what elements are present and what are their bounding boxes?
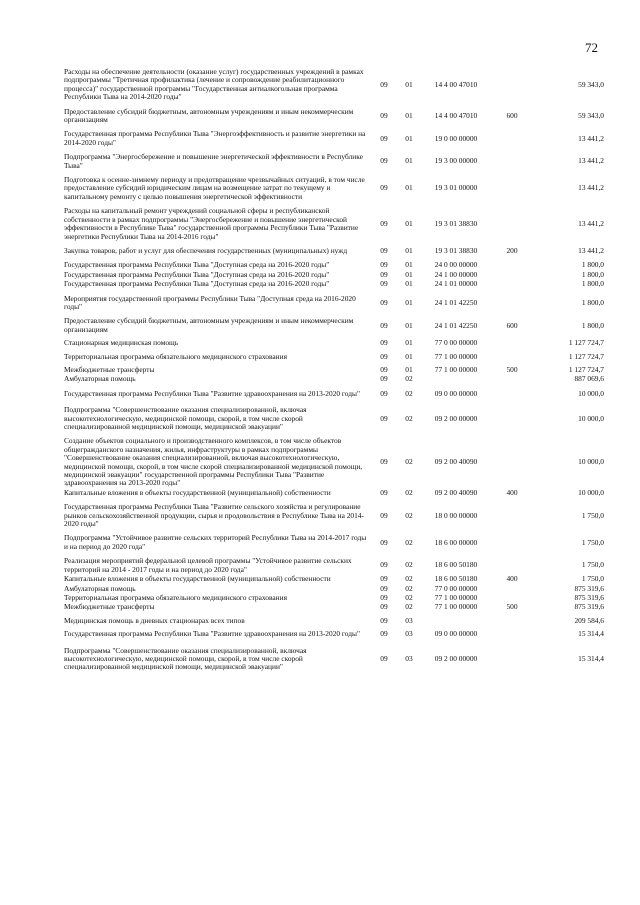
row-name: Медицинская помощь в дневных стационарах всех типов xyxy=(64,615,245,625)
table-row xyxy=(64,617,604,625)
row-name: Государственная программа Республики Тыва "Доступная среда на 2016-2020 годы" xyxy=(64,279,330,289)
row-target-article: 18 6 00 50180 xyxy=(434,560,478,570)
row-subsection: 01 xyxy=(405,260,413,270)
row-subsection: 02 xyxy=(405,374,413,384)
row-subsection: 02 xyxy=(405,487,413,497)
table-row xyxy=(64,247,604,255)
row-name: Подпрограмма "Совершенствование оказания специализированной, включая высокотехнологическую, медицинской помощи, скорой, в том числе скорой специализированной медицинской помощи, медицинской эвакуации" xyxy=(64,405,307,431)
row-amount: 1 127 724,7 xyxy=(568,364,604,374)
row-section: 09 xyxy=(380,388,388,398)
row-target-article: 24 1 01 42250 xyxy=(434,320,478,330)
row-section: 09 xyxy=(380,260,388,270)
row-amount: 10 000,0 xyxy=(578,487,604,497)
row-name: Межбюджетные трансферты xyxy=(64,364,155,374)
row-amount: 59 343,0 xyxy=(578,79,604,89)
table-row xyxy=(64,108,604,125)
row-subsection: 01 xyxy=(405,156,413,166)
row-name: Закупка товаров, работ и услуг для обеспечения государственных (муниципальных) нужд xyxy=(64,245,348,255)
row-amount: 209 584,6 xyxy=(574,615,604,625)
row-subsection: 02 xyxy=(405,602,413,612)
row-section: 09 xyxy=(380,279,388,289)
row-name: Государственная программа Республики Тыва "Развитие здравоохранения на 2013-2020 годы" xyxy=(64,388,361,398)
row-section: 09 xyxy=(380,245,388,255)
row-subsection: 02 xyxy=(405,583,413,593)
row-subsection: 02 xyxy=(405,388,413,398)
row-target-article: 09 2 00 00000 xyxy=(434,413,478,423)
row-name: Расходы на обеспечение деятельности (оказание услуг) государственных учреждений в рамках подпрограммы "Третичная профилактика (лечение и сопровождение реабилитационного процесса)" государственной программы "Государственная антиалкогольная программа Республики Тыва на 2014-2020 годы" xyxy=(64,67,364,102)
row-target-article: 14 4 00 47010 xyxy=(434,79,478,89)
row-name: Государственная программа Республики Тыва "Развитие здравоохранения на 2013-2020 годы" xyxy=(64,629,361,639)
row-section: 09 xyxy=(380,583,388,593)
table-row xyxy=(64,406,604,431)
row-amount: 1 750,0 xyxy=(581,574,604,584)
row-target-article: 24 1 01 00000 xyxy=(434,279,478,289)
row-amount: 10 000,0 xyxy=(578,388,604,398)
table-row xyxy=(64,575,604,583)
row-name: Предоставление субсидий бюджетным, автономным учреждениям и иным некоммерческим организациям xyxy=(64,316,354,334)
row-section: 09 xyxy=(380,537,388,547)
table-row xyxy=(64,489,604,497)
row-subsection: 01 xyxy=(405,297,413,307)
row-amount: 59 343,0 xyxy=(578,110,604,120)
row-section: 09 xyxy=(380,183,388,193)
table-row xyxy=(64,594,604,602)
row-amount: 1 800,0 xyxy=(581,297,604,307)
table-row xyxy=(64,603,604,611)
row-section: 09 xyxy=(380,374,388,384)
row-name: Государственная программа Республики Тыва "Доступная среда на 2016-2020 годы" xyxy=(64,269,330,279)
row-subsection: 01 xyxy=(405,110,413,120)
row-section: 09 xyxy=(380,602,388,612)
row-subsection: 02 xyxy=(405,560,413,570)
row-section: 09 xyxy=(380,133,388,143)
row-target-article: 77 1 00 00000 xyxy=(434,364,478,374)
table-row xyxy=(64,647,604,672)
row-name: Амбулаторная помощь xyxy=(64,583,136,593)
row-name: Государственная программа Республики Тыва "Энергоэффективность и развитие энергетики на 2014-2020 годы" xyxy=(64,129,366,147)
row-name: Мероприятия государственной программы Республики Тыва "Доступная среда на 2016-2020 годы" xyxy=(64,293,356,311)
row-section: 09 xyxy=(380,156,388,166)
row-expense-type: 500 xyxy=(506,602,518,612)
row-target-article: 24 1 01 42250 xyxy=(434,297,478,307)
row-section: 09 xyxy=(380,457,388,467)
table-row xyxy=(64,630,604,638)
row-subsection: 02 xyxy=(405,510,413,520)
row-name: Подпрограмма "Совершенствование оказания специализированной, включая высокотехнологическую, медицинской помощи, скорой, в том числе скорой специализированной медицинской помощи, медицинской эвакуации" xyxy=(64,645,307,672)
row-subsection: 03 xyxy=(405,629,413,639)
row-name: Государственная программа Республики Тыва "Доступная среда на 2016-2020 годы" xyxy=(64,260,330,270)
row-name: Создание объектов социального и производственного комплексов, в том числе объектов общегражданского назначения, жилья, инфраструктуры в рамках подпрограммы "Совершенствование оказания специализированной, включая высокотехнологическую, медицинской помощи, скорой, в том числе скорой специализированной медицинской помощи, медицинской эвакуации" государственной программы Республики Тыва "Развитие здравоохранения на 2013-2020 годы" xyxy=(64,436,363,488)
row-amount: 13 441,2 xyxy=(578,245,604,255)
row-amount: 15 314,4 xyxy=(578,629,604,639)
table-row xyxy=(64,339,604,347)
row-target-article: 09 2 00 00000 xyxy=(434,653,478,663)
row-name: Межбюджетные трансферты xyxy=(64,602,155,612)
row-expense-type: 500 xyxy=(506,364,518,374)
row-subsection: 01 xyxy=(405,133,413,143)
row-expense-type: 400 xyxy=(506,487,518,497)
row-name: Амбулаторная помощь xyxy=(64,374,136,384)
row-name: Капитальные вложения в объекты государственной (муниципальной) собственности xyxy=(64,574,331,584)
table-row xyxy=(64,295,604,312)
budget-table xyxy=(64,68,604,672)
row-section: 09 xyxy=(380,351,388,361)
table-row xyxy=(64,130,604,147)
row-amount: 1 800,0 xyxy=(581,260,604,270)
row-section: 09 xyxy=(380,615,388,625)
row-target-article: 19 0 00 00000 xyxy=(434,133,478,143)
row-amount: 13 441,2 xyxy=(578,218,604,228)
row-subsection: 03 xyxy=(405,615,413,625)
table-row xyxy=(64,390,604,398)
row-subsection: 01 xyxy=(405,218,413,228)
row-section: 09 xyxy=(380,560,388,570)
row-target-article: 77 0 00 00000 xyxy=(434,338,478,348)
row-target-article: 19 3 01 38830 xyxy=(434,245,478,255)
row-subsection: 01 xyxy=(405,183,413,193)
row-expense-type: 600 xyxy=(506,110,518,120)
table-row xyxy=(64,366,604,374)
row-amount: 10 000,0 xyxy=(578,413,604,423)
row-target-article: 18 0 00 00000 xyxy=(434,510,478,520)
table-row xyxy=(64,437,604,487)
row-expense-type: 600 xyxy=(506,320,518,330)
row-name: Подпрограмма "Устойчивое развитие сельских территорий Республики Тыва на 2014-2017 годы и на период до 2020 года" xyxy=(64,533,367,551)
row-subsection: 01 xyxy=(405,338,413,348)
row-target-article: 77 1 00 00000 xyxy=(434,351,478,361)
row-section: 09 xyxy=(380,320,388,330)
row-subsection: 02 xyxy=(405,592,413,602)
row-target-article: 77 1 00 00000 xyxy=(434,592,478,602)
table-row xyxy=(64,375,604,383)
row-name: Реализация мероприятий федеральной целевой программы "Устойчивое развитие сельских территорий на 2014 - 2017 годы и на период до 2020 года" xyxy=(64,556,352,574)
row-subsection: 01 xyxy=(405,364,413,374)
row-name: Подпрограмма "Энергосбережение и повышение энергетической эффективности в Республике Тыва" xyxy=(64,152,363,170)
row-target-article: 24 0 00 00000 xyxy=(434,260,478,270)
row-amount: 875 319,6 xyxy=(574,592,604,602)
row-subsection: 02 xyxy=(405,574,413,584)
row-amount: 15 314,4 xyxy=(578,653,604,663)
row-target-article: 09 0 00 00000 xyxy=(434,629,478,639)
row-target-article: 18 6 00 50180 xyxy=(434,574,478,584)
row-section: 09 xyxy=(380,269,388,279)
row-amount: 875 319,6 xyxy=(574,602,604,612)
row-subsection: 01 xyxy=(405,79,413,89)
row-section: 09 xyxy=(380,297,388,307)
row-section: 09 xyxy=(380,110,388,120)
row-target-article: 14 4 00 47010 xyxy=(434,110,478,120)
table-row xyxy=(64,207,604,241)
row-section: 09 xyxy=(380,592,388,602)
row-name: Государственная программа Республики Тыва "Развитие сельского хозяйства и регулирование рынков сельскохозяйственной продукции, сырья и продовольствия в Республике Тыва на 2014-2020 годы" xyxy=(64,502,364,529)
table-row xyxy=(64,153,604,170)
row-subsection: 03 xyxy=(405,653,413,663)
row-subsection: 01 xyxy=(405,279,413,289)
row-amount: 13 441,2 xyxy=(578,183,604,193)
row-target-article: 77 0 00 00000 xyxy=(434,583,478,593)
row-amount: 1 800,0 xyxy=(581,320,604,330)
row-section: 09 xyxy=(380,218,388,228)
row-target-article: 09 0 00 00000 xyxy=(434,388,478,398)
table-row xyxy=(64,176,604,201)
row-amount: 1 127 724,7 xyxy=(568,338,604,348)
row-target-article: 77 1 00 00000 xyxy=(434,602,478,612)
row-name: Капитальные вложения в объекты государственной (муниципальной) собственности xyxy=(64,487,331,497)
row-target-article: 09 2 00 40090 xyxy=(434,487,478,497)
row-amount: 1 750,0 xyxy=(581,537,604,547)
row-section: 09 xyxy=(380,338,388,348)
row-name: Предоставление субсидий бюджетным, автономным учреждениям и иным некоммерческим организациям xyxy=(64,106,354,125)
row-section: 09 xyxy=(380,364,388,374)
row-section: 09 xyxy=(380,653,388,663)
row-amount: 13 441,2 xyxy=(578,156,604,166)
row-expense-type: 400 xyxy=(506,574,518,584)
row-amount: 10 000,0 xyxy=(578,457,604,467)
row-target-article: 09 2 00 40090 xyxy=(434,457,478,467)
row-target-article: 24 1 00 00000 xyxy=(434,269,478,279)
row-name: Территориальная программа обязательного медицинского страхования xyxy=(64,351,287,361)
table-row xyxy=(64,557,604,574)
row-target-article: 18 6 00 00000 xyxy=(434,537,478,547)
row-section: 09 xyxy=(380,574,388,584)
table-row xyxy=(64,261,604,269)
row-name: Территориальная программа обязательного медицинского страхования xyxy=(64,592,287,602)
row-section: 09 xyxy=(380,413,388,423)
row-amount: 875 319,6 xyxy=(574,583,604,593)
row-amount: 1 800,0 xyxy=(581,269,604,279)
table-row xyxy=(64,317,604,334)
table-row xyxy=(64,280,604,288)
row-subsection: 02 xyxy=(405,457,413,467)
row-amount: 1 800,0 xyxy=(581,279,604,289)
table-row xyxy=(64,68,604,102)
row-subsection: 01 xyxy=(405,351,413,361)
row-name: Подготовка к осенне-зимнему периоду и предотвращение чрезвычайных ситуаций, в том числе предоставление субсидий юридическим лицам на возмещение затрат по текущему и капитальному ремонту с целью повышения энергетической эффективности xyxy=(64,175,365,201)
row-subsection: 01 xyxy=(405,320,413,330)
row-target-article: 19 3 01 38830 xyxy=(434,218,478,228)
row-name: Стационарная медицинская помощь xyxy=(64,338,179,348)
row-subsection: 01 xyxy=(405,269,413,279)
page-number: 72 xyxy=(585,40,598,55)
row-subsection: 02 xyxy=(405,413,413,423)
row-section: 09 xyxy=(380,629,388,639)
row-target-article: 19 3 00 00000 xyxy=(434,156,478,166)
row-subsection: 01 xyxy=(405,245,413,255)
row-amount: 1 750,0 xyxy=(581,510,604,520)
table-row xyxy=(64,503,604,528)
row-section: 09 xyxy=(380,510,388,520)
table-row xyxy=(64,271,604,279)
row-section: 09 xyxy=(380,79,388,89)
row-target-article: 19 3 01 00000 xyxy=(434,183,478,193)
row-subsection: 02 xyxy=(405,537,413,547)
row-amount: 887 069,6 xyxy=(574,374,604,384)
row-amount: 1 127 724,7 xyxy=(568,351,604,361)
row-amount: 1 750,0 xyxy=(581,560,604,570)
table-row xyxy=(64,585,604,593)
row-expense-type: 200 xyxy=(506,245,518,255)
row-amount: 13 441,2 xyxy=(578,133,604,143)
row-section: 09 xyxy=(380,487,388,497)
table-row xyxy=(64,534,604,551)
row-name: Расходы на капитальный ремонт учреждений социальной сферы и республиканской собственности в рамках подпрограммы "Энергосбережение и повышение энергетической эффективности в Республике Тыва" государственной программы Республики Тыва "Развитие энергетики Республики Тыва на 2014-2016 годы" xyxy=(64,206,359,241)
table-row xyxy=(64,353,604,361)
